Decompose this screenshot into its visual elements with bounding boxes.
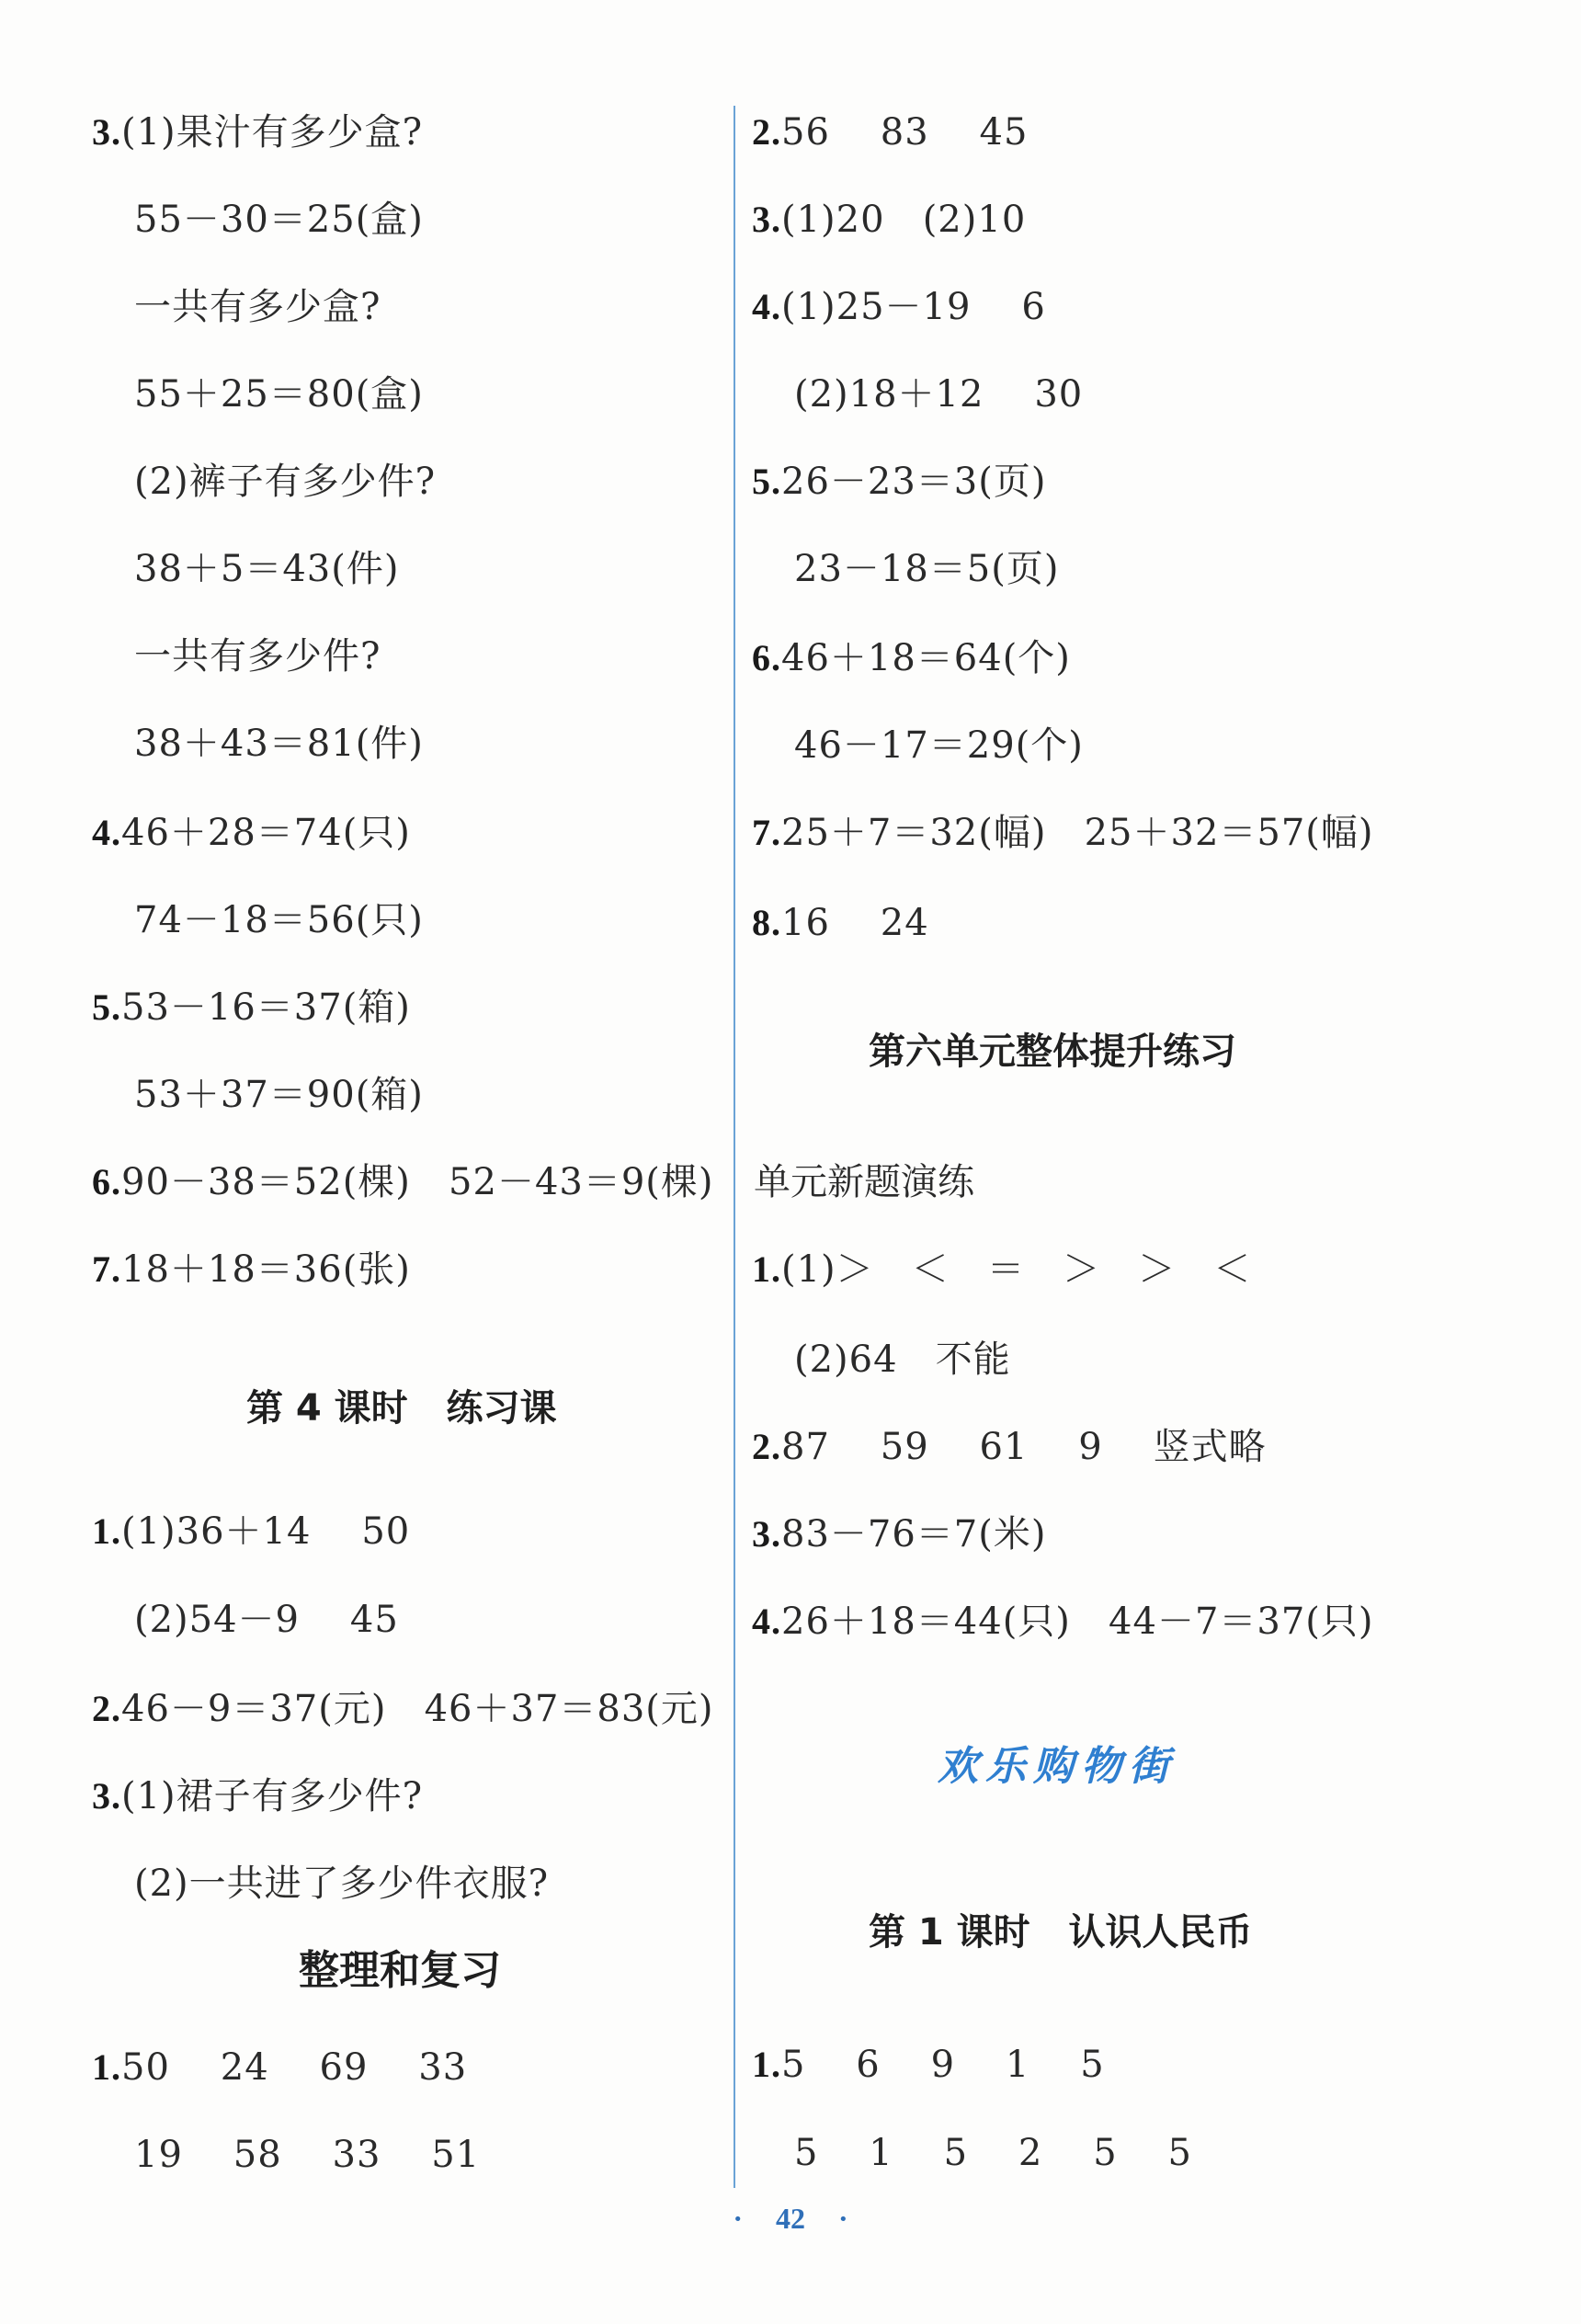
a4-line-1 — [752, 285, 1046, 329]
a7-text-1: 25＋7＝32(幅) 25＋32＝57(幅) — [781, 812, 1374, 854]
q7-number: 7. — [92, 1248, 121, 1290]
u4-line-1 — [752, 1600, 1374, 1644]
r1-line-2: 19 58 33 51 — [134, 2134, 481, 2176]
k1-text-1: 5 6 9 1 5 — [781, 2044, 1105, 2086]
r1-number: 1. — [92, 2046, 121, 2088]
a3-number: 3. — [752, 199, 781, 240]
q3-line-4: 55＋25＝80(盒) — [134, 373, 424, 416]
a8-line-1 — [752, 901, 929, 945]
q3-line-3: 一共有多少盒? — [134, 286, 381, 328]
p1-line-1 — [92, 1509, 410, 1554]
page-footer — [0, 2202, 1581, 2236]
p2-text-1: 46－9＝37(元) 46＋37＝83(元) — [121, 1688, 714, 1730]
u1-line-2: (2)64 不能 — [794, 1339, 1011, 1381]
p2-number: 2. — [92, 1688, 121, 1729]
q3-text-1: (1)果汁有多少盒? — [121, 111, 424, 154]
p3-number: 3. — [92, 1775, 121, 1817]
q6-number: 6. — [92, 1161, 121, 1202]
column-divider — [734, 106, 735, 2188]
q3-line-2: 55－30＝25(盒) — [134, 199, 424, 241]
q3-line-1 — [92, 110, 423, 154]
q5-line-1 — [92, 985, 411, 1030]
a6-line-2: 46－17＝29(个) — [794, 724, 1084, 767]
k1-line-1 — [752, 2043, 1105, 2087]
u3-line-1 — [752, 1512, 1046, 1556]
page-number: 42 — [776, 2202, 805, 2235]
unit6-subheading: 单元新题演练 — [754, 1161, 974, 1203]
a8-number: 8. — [752, 902, 781, 943]
a2-number: 2. — [752, 111, 781, 153]
lesson-1-title: 第 1 课时 认识人民币 — [869, 1911, 1253, 1954]
q4-line-1 — [92, 811, 411, 855]
q5-text-1: 53－16＝37(箱) — [121, 986, 411, 1029]
q7-line-1 — [92, 1247, 411, 1292]
q5-line-2: 53＋37＝90(箱) — [134, 1074, 424, 1116]
p1-number: 1. — [92, 1510, 121, 1552]
u2-number: 2. — [752, 1426, 781, 1467]
u2-line-1 — [752, 1425, 1267, 1469]
a6-number: 6. — [752, 637, 781, 678]
footer-dot-right: · — [838, 2202, 848, 2235]
p2-line-1 — [92, 1687, 714, 1731]
u1-text-1: (1)＞ ＜ ＝ ＞ ＞ ＜ — [781, 1248, 1252, 1291]
a4-line-2: (2)18＋12 30 — [794, 373, 1084, 416]
q3-line-6: 38＋5＝43(件) — [134, 548, 400, 590]
a2-line-1 — [752, 110, 1028, 154]
review-title: 整理和复习 — [299, 1947, 501, 1994]
u4-number: 4. — [752, 1601, 781, 1642]
u3-number: 3. — [752, 1513, 781, 1555]
a5-line-1 — [752, 460, 1046, 504]
u4-text-1: 26＋18＝44(只) 44－7＝37(只) — [781, 1601, 1374, 1643]
q4-number: 4. — [92, 812, 121, 853]
r1-line-1 — [92, 2045, 467, 2090]
q3-line-7: 一共有多少件? — [134, 635, 381, 678]
a2-text-1: 56 83 45 — [781, 111, 1029, 154]
a7-number: 7. — [752, 812, 781, 853]
p3-line-1 — [92, 1774, 423, 1818]
section-title: 欢乐购物街 — [938, 1743, 1177, 1790]
q6-text-1: 90－38＝52(棵) 52－43＝9(棵) — [121, 1161, 714, 1203]
a6-text-1: 46＋18＝64(个) — [781, 637, 1071, 679]
q4-text-1: 46＋28＝74(只) — [121, 812, 411, 854]
unit6-title: 第六单元整体提升练习 — [869, 1031, 1236, 1073]
k1-line-2: 5 1 5 2 5 5 — [794, 2132, 1192, 2174]
q4-line-2: 74－18＝56(只) — [134, 899, 424, 941]
q6-line-1 — [92, 1160, 714, 1204]
p1-text-1: (1)36＋14 50 — [121, 1510, 411, 1553]
footer-dot-left: · — [733, 2202, 743, 2235]
k1-number: 1. — [752, 2044, 781, 2085]
p3-text-1: (1)裙子有多少件? — [121, 1775, 424, 1817]
u1-line-1 — [752, 1247, 1251, 1292]
q3-number: 3. — [92, 111, 121, 153]
u3-text-1: 83－76＝7(米) — [781, 1513, 1047, 1555]
q7-text-1: 18＋18＝36(张) — [121, 1248, 411, 1291]
p3-line-2: (2)一共进了多少件衣服? — [134, 1863, 550, 1905]
a4-text-1: (1)25－19 6 — [781, 286, 1046, 328]
q5-number: 5. — [92, 986, 121, 1028]
u1-number: 1. — [752, 1248, 781, 1290]
a5-text-1: 26－23＝3(页) — [781, 461, 1047, 503]
a7-line-1 — [752, 811, 1374, 855]
a6-line-1 — [752, 636, 1071, 680]
a3-line-1 — [752, 198, 1026, 242]
a5-number: 5. — [752, 461, 781, 502]
a3-text-1: (1)20 (2)10 — [781, 199, 1027, 241]
u2-text-1: 87 59 61 9 竖式略 — [781, 1426, 1267, 1468]
q3-line-5: (2)裤子有多少件? — [134, 461, 437, 503]
q3-line-8: 38＋43＝81(件) — [134, 723, 424, 765]
lesson-4-title: 第 4 课时 练习课 — [246, 1387, 557, 1430]
a8-text-1: 16 24 — [781, 902, 929, 944]
p1-line-2: (2)54－9 45 — [134, 1599, 399, 1641]
a4-number: 4. — [752, 286, 781, 327]
r1-text-1: 50 24 69 33 — [121, 2046, 468, 2089]
a5-line-2: 23－18＝5(页) — [794, 548, 1060, 590]
